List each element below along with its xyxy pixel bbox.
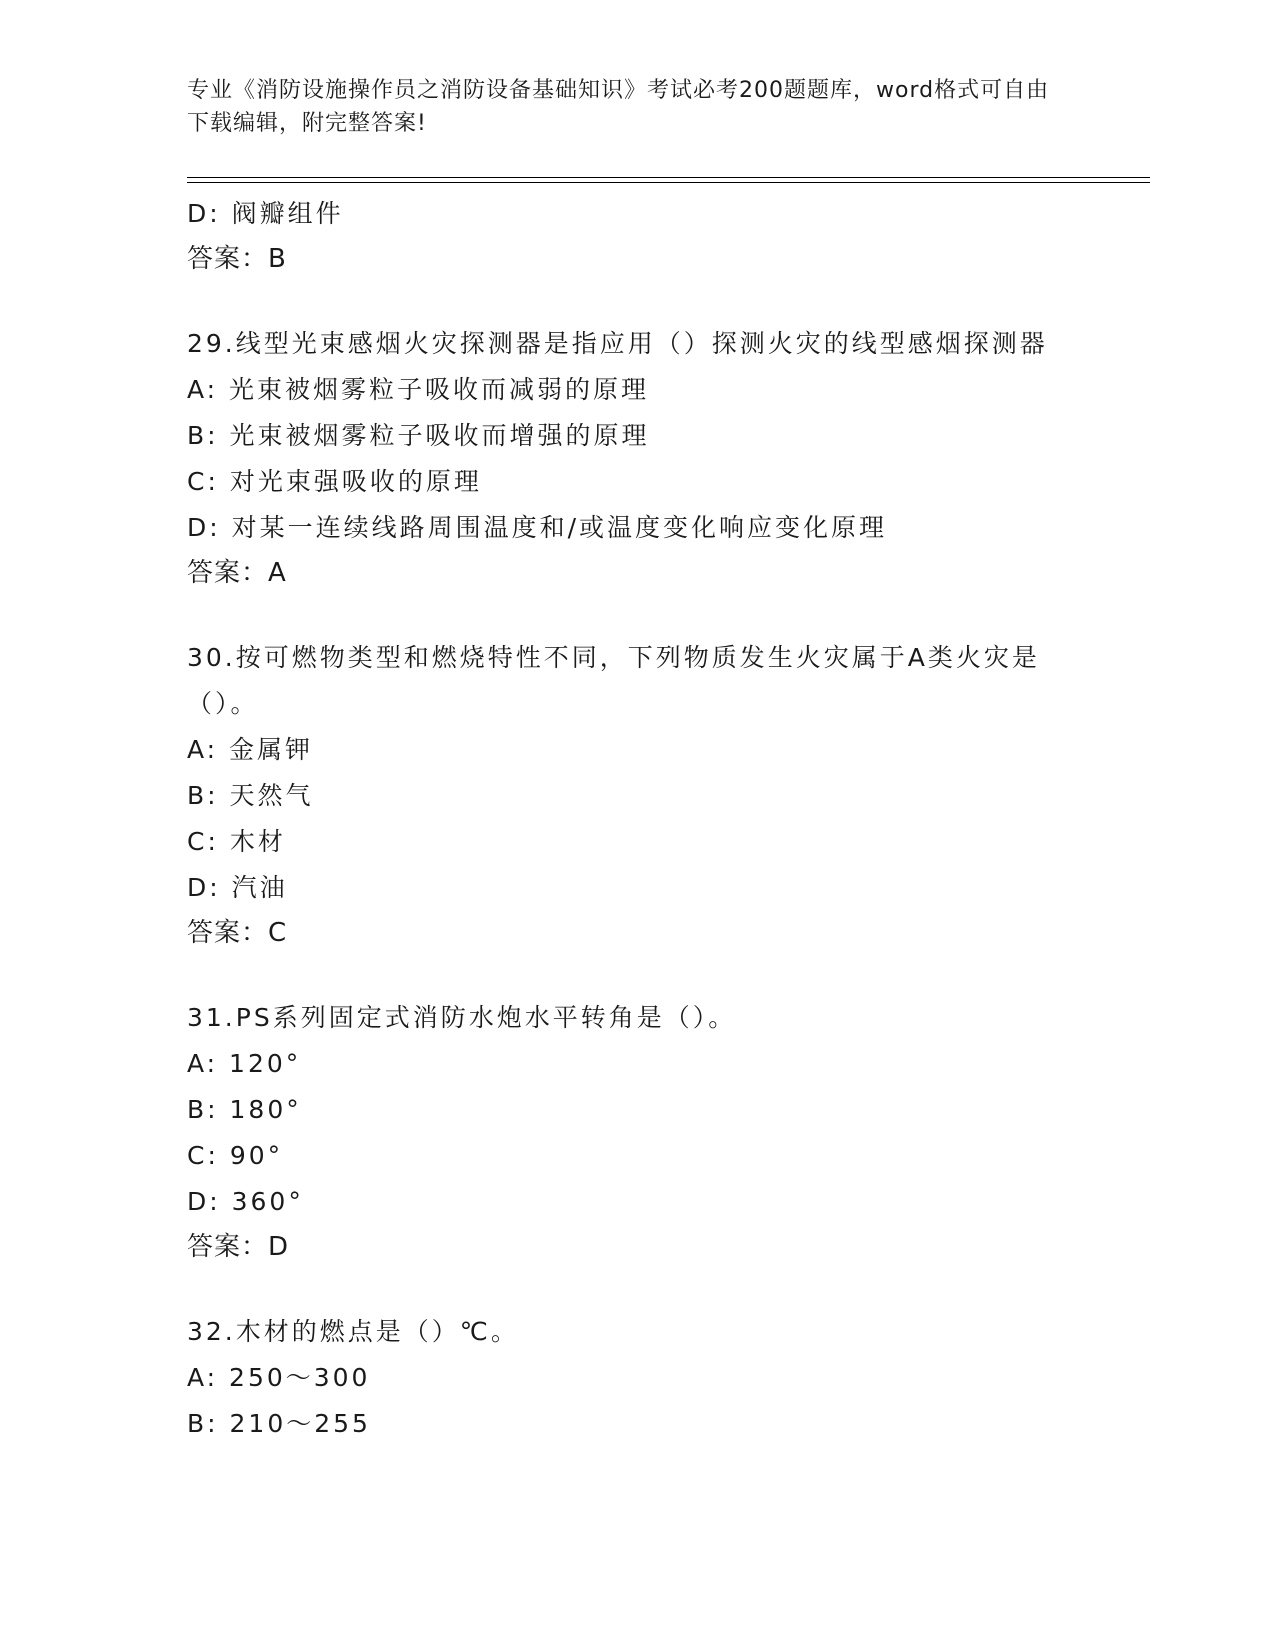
question-31 xyxy=(187,995,1087,1269)
option-c: C: 90° xyxy=(187,1141,284,1170)
option-a: A: 250～300 xyxy=(187,1363,371,1392)
question-29 xyxy=(187,321,1087,595)
answer: 答案：B xyxy=(187,244,287,274)
question-stem: 31.PS系列固定式消防水炮水平转角是（）。 xyxy=(187,1003,737,1032)
document-body xyxy=(187,191,1087,1447)
option-b: B: 180° xyxy=(187,1095,302,1124)
option-d: D: 360° xyxy=(187,1187,304,1216)
question-stem: 29.线型光束感烟火灾探测器是指应用（）探测火灾的线型感烟探测器 xyxy=(187,329,1048,358)
answer: 答案：D xyxy=(187,1232,290,1262)
header-divider-bottom xyxy=(187,182,1150,183)
question-30 xyxy=(187,635,1087,955)
option-c: C: 木材 xyxy=(187,827,286,856)
option-d: D: 汽油 xyxy=(187,873,288,902)
option-d: D: 阀瓣组件 xyxy=(187,199,344,228)
option-a: A: 120° xyxy=(187,1049,302,1078)
page-header: 专业《消防设施操作员之消防设备基础知识》考试必考200题题库，word格式可自由下载编辑，附完整答案! xyxy=(187,78,1050,136)
option-b: B: 天然气 xyxy=(187,781,314,810)
question-stem: 32.木材的燃点是（）℃。 xyxy=(187,1317,519,1346)
option-a: A: 光束被烟雾粒子吸收而减弱的原理 xyxy=(187,375,650,404)
answer: 答案：A xyxy=(187,558,287,588)
option-d: D: 对某一连续线路周围温度和/或温度变化响应变化原理 xyxy=(187,513,888,542)
option-b: B: 光束被烟雾粒子吸收而增强的原理 xyxy=(187,421,650,450)
previous-question-tail xyxy=(187,191,1087,281)
option-b: B: 210～255 xyxy=(187,1409,371,1438)
option-a: A: 金属钾 xyxy=(187,735,314,764)
option-c: C: 对光束强吸收的原理 xyxy=(187,467,482,496)
question-32 xyxy=(187,1309,1087,1447)
answer: 答案：C xyxy=(187,918,288,948)
header-divider-top xyxy=(187,177,1150,178)
question-stem: 30.按可燃物类型和燃烧特性不同，下列物质发生火灾属于A类火灾是（）。 xyxy=(187,643,1040,718)
